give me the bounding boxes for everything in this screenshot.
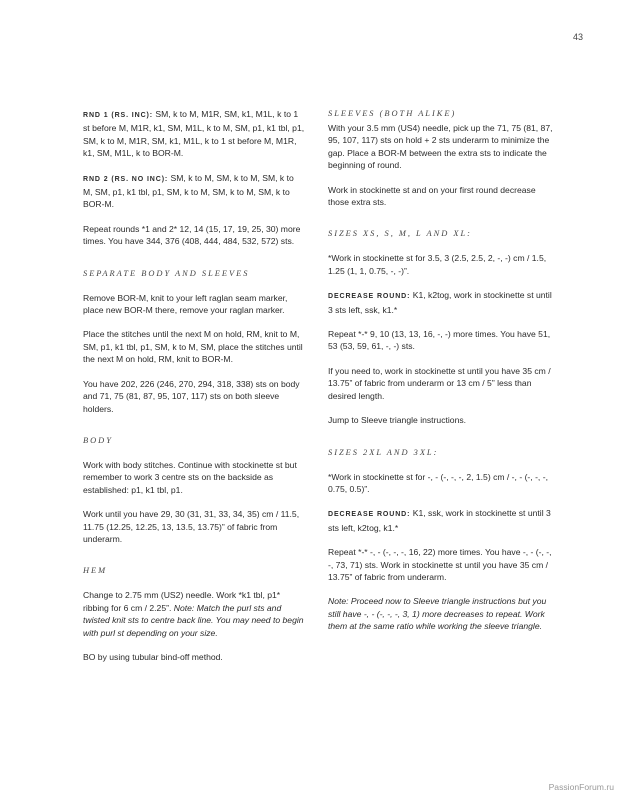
decrease-round-2-text: K1, ssk, work in stockinette st until 3 sts left, k2tog, k1.* <box>328 508 551 533</box>
separate-paragraph-3: You have 202, 226 (246, 270, 294, 318, 338) sts on body and 71, 75 (81, 87, 95, 107, 117) sts on both sleeve holders. <box>83 378 300 414</box>
sleeves-paragraph-2: Work in stockinette st and on your first round decrease those extra sts. <box>328 184 536 208</box>
body-heading: BODY <box>83 435 113 445</box>
sizes-2xl-3xl-paragraph-2: Repeat *-* -, - (-, -, -, 16, 22) more times. You have -, - (-, -, -, 73, 71) sts. Work in stockinette st until you have 35 cm / 13.75” of fabric from underarm. <box>328 547 552 582</box>
sleeves-heading: SLEEVES (BOTH ALIKE) <box>328 109 457 118</box>
round-2-label: RND 2 (RS. NO INC): <box>83 175 169 183</box>
hem-text: Change to 2.75 mm (US2) needle. Work *k1 tbl, p1* ribbing for 6 cm / 2.25”. <box>83 590 281 613</box>
sizes-xs-xl-paragraph-3: If you need to, work in stockinette st until you have 35 cm / 13.75” of fabric from underarm or 13 cm / 5” less than desired length. <box>328 365 551 401</box>
decrease-round-2-label: DECREASE ROUND: <box>328 511 411 519</box>
separate-heading: SEPARATE BODY AND SLEEVES <box>83 268 250 278</box>
right-column <box>328 108 554 645</box>
decrease-round-1-label: DECREASE ROUND: <box>328 293 411 301</box>
decrease-round-1-text: K1, k2tog, work in stockinette st until 3 sts left, ssk, k1.* <box>328 290 552 315</box>
separate-paragraph-1: Remove BOR-M, knit to your left raglan seam marker, place new BOR-M there, remove your raglan marker. <box>83 292 288 316</box>
round-1-label: RND 1 (RS. INC): <box>83 112 154 119</box>
hem-note: Note: Match the purl sts and twisted knit sts to centre back line. You may need to begin with purl st depending on your size. <box>83 602 304 638</box>
round-2-paragraph <box>83 172 305 211</box>
decrease-round-2-paragraph <box>328 507 554 534</box>
hem-paragraph-1 <box>83 589 305 639</box>
sleeves-paragraph-1: With your 3.5 mm (US4) needle, pick up the 71, 75 (81, 87, 95, 107, 117) sts on hold + 2 sts underarm to minimize the gap. Place a BOR-M between the extra sts to indicate the beginning of round. <box>328 123 553 171</box>
round-1-paragraph <box>83 108 305 160</box>
sizes-2xl-3xl-heading: SIZES 2XL AND 3XL: <box>328 447 439 457</box>
sizes-xs-xl-heading: SIZES XS, S, M, L AND XL: <box>328 229 472 239</box>
sizes-2xl-3xl-paragraph-1: *Work in stockinette st for -, - (-, -, -, 2, 1.5) cm / -, - (-, -, -, 0.75, 0.5)”. <box>328 471 548 494</box>
hem-heading: HEM <box>83 566 108 576</box>
sizes-xs-xl-paragraph-1: *Work in stockinette st for 3.5, 3 (2.5, 2.5, 2, -, -) cm / 1.5, 1.25 (1, 1, 0.75, -, -)”. <box>328 253 547 276</box>
body-paragraph-1: Work with body stitches. Continue with stockinette st but remember to work 3 centre sts on the backside as established: p1, k1 tbl, p1. <box>83 459 297 495</box>
sleeve-note: Note: Proceed now to Sleeve triangle instructions but you still have -, - (-, -, -, 3, 1) more decreases to repeat. Work them at the same ratio while working the sleeve triangle. <box>328 596 547 632</box>
left-column <box>83 108 305 675</box>
separate-paragraph-2: Place the stitches until the next M on hold, RM, knit to M, SM, p1, k1 tbl, p1, SM, k to M, SM, place the stitches until the next M on hold, RM, knit to BOR-M. <box>83 329 303 365</box>
repeat-paragraph: Repeat rounds *1 and 2* 12, 14 (15, 17, 19, 25, 30) more times. You have 344, 376 (408, 444, 484, 532, 572) sts. <box>83 223 301 247</box>
body-paragraph-2: Work until you have 29, 30 (31, 31, 33, 34, 35) cm / 11.5, 11.75 (12.25, 12.25, 13, 13.5, 13.75)” of fabric from underarm. <box>83 509 300 544</box>
page-number: 43 <box>573 32 584 42</box>
decrease-round-1-paragraph <box>328 289 554 316</box>
sizes-xs-xl-paragraph-4: Jump to Sleeve triangle instructions. <box>328 415 467 426</box>
hem-paragraph-2: BO by using tubular bind-off method. <box>83 651 223 662</box>
round-1-text: SM, k to M, M1R, SM, k1, M1L, k to 1 st before M, M1R, k1, SM, M1L, k to M, SM, p1, k1 tbl, p1, SM, k to M, M1R, SM, k1, M1L, k to 1 st before M, M1R, k1, SM, M1L, k to BOR-M. <box>83 109 305 159</box>
round-2-text: SM, k to M, SM, k to M, SM, k to M, SM, p1, k1 tbl, p1, SM, k to M, SM, k to M, SM, k to BOR-M. <box>83 172 294 210</box>
sizes-xs-xl-paragraph-2: Repeat *-* 9, 10 (13, 13, 16, -, -) more times. You have 51, 53 (53, 59, 61, -, -) sts. <box>328 329 551 352</box>
watermark: PassionForum.ru <box>548 782 614 792</box>
